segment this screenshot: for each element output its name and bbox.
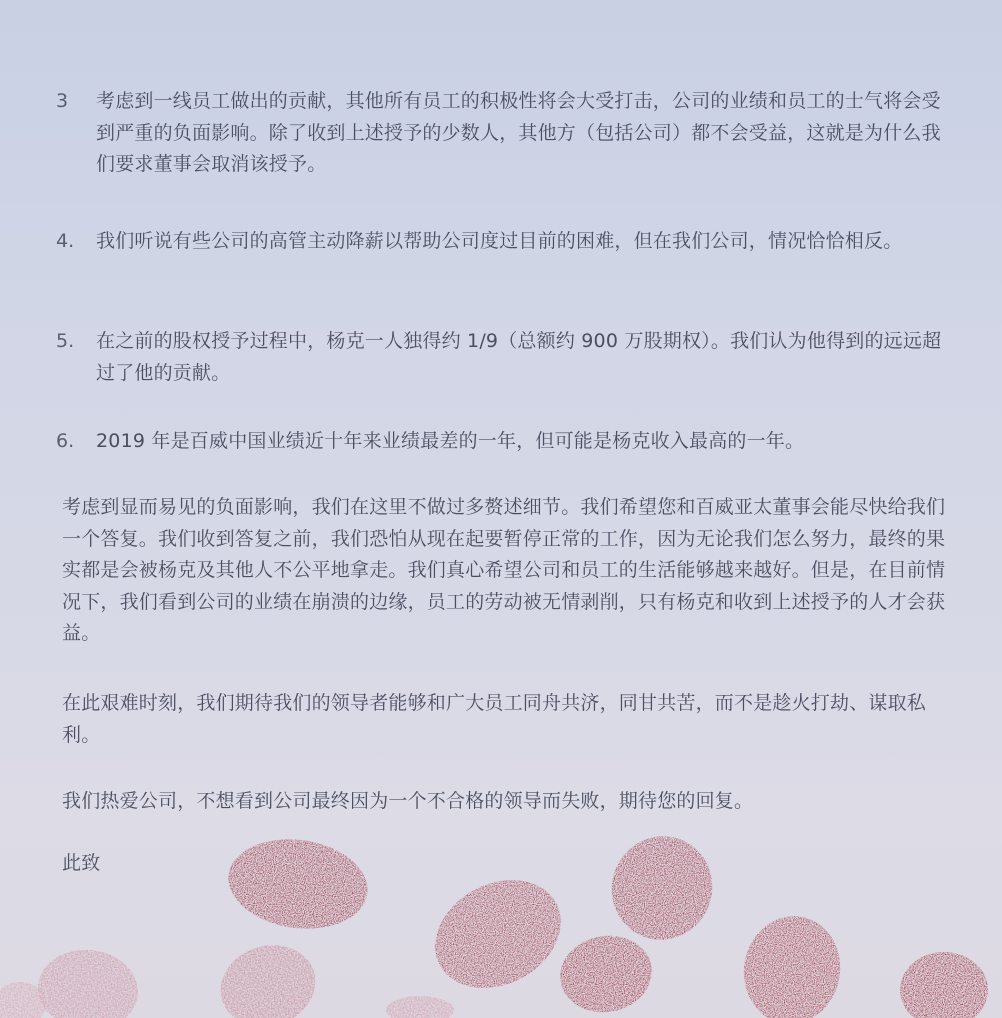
fingerprint-1 xyxy=(223,831,374,938)
fingerprint-4 xyxy=(554,929,658,1018)
love-paragraph: 我们热爱公司，不想看到公司最终因为一个不合格的领导而失败，期待您的回复。 xyxy=(62,790,754,812)
fingerprint-5 xyxy=(735,908,848,1018)
item-text-6: 2019 年是百威中国业绩近十年来业绩最差的一年，但可能是杨克收入最高的一年。 xyxy=(96,430,805,452)
fingerprint-7 xyxy=(210,933,326,1018)
fingerprint-10 xyxy=(386,996,454,1018)
fingerprint-2 xyxy=(416,859,579,1009)
item-number-4: 4. xyxy=(56,230,75,252)
fingerprint-8 xyxy=(34,945,142,1018)
item-number-5: 5. xyxy=(56,330,75,352)
fingerprint-3 xyxy=(597,822,727,954)
fingerprint-6 xyxy=(900,952,988,1018)
item-number-3: 3 xyxy=(56,90,69,112)
item-number-6: 6. xyxy=(56,430,75,452)
item-text-3: 考虑到一线员工做出的贡献，其他所有员工的积极性将会大受打击，公司的业绩和员工的士气将会受到严重的负面影响。除了收到上述授予的少数人，其他方（包括公司）都不会受益，这就是为什么我们要求董事会取消该授予。 xyxy=(96,90,941,175)
closing-salutation: 此致 xyxy=(62,852,101,874)
item-text-5: 在之前的股权授予过程中，杨克一人独得约 1/9（总额约 900 万股期权）。我们认为他得到的远远超过了他的贡献。 xyxy=(96,330,942,384)
impact-paragraph: 考虑到显而易见的负面影响，我们在这里不做过多赘述细节。我们希望您和百威亚太董事会能尽快给我们一个答复。我们收到答复之前，我们恐怕从现在起要暂停正常的工作，因为无论我们怎么努力，最终的果实都是会被杨克及其他人不公平地拿走。我们真心希望公司和员工的生活能够越来越好。但是，在目前情况下，我们看到公司的业绩在崩溃的边缘，员工的劳动被无情剥削，只有杨克和收到上述授予的人才会获益。 xyxy=(62,496,946,644)
item-text-4: 我们听说有些公司的高管主动降薪以帮助公司度过目前的困难，但在我们公司，情况恰恰相反。 xyxy=(96,230,903,252)
hardship-paragraph: 在此艰难时刻，我们期待我们的领导者能够和广大员工同舟共济，同甘共苦，而不是趁火打劫、谋取私利。 xyxy=(62,692,927,746)
